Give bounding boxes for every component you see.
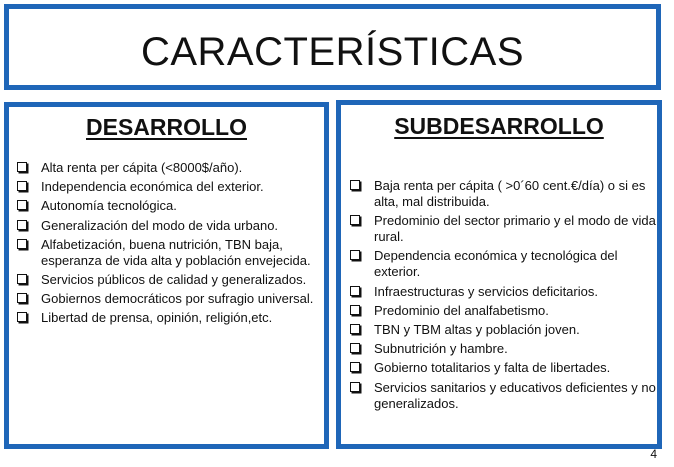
checkbox-bullet-icon [350,305,360,315]
desarrollo-list [13,160,323,330]
slide-title: CARACTERÍSTICAS [140,30,525,74]
checkbox-bullet-icon [17,239,27,249]
page-number: 4 [650,447,657,461]
checkbox-bullet-icon [350,382,360,392]
list-item: Subnutrición y hambre. [346,341,656,357]
list-item: Libertad de prensa, opinión, religión,etc. [13,310,323,326]
list-item: Servicios sanitarios y educativos deficientes y no generalizados. [346,380,656,412]
list-item: Dependencia económica y tecnológica del exterior. [346,248,656,280]
list-item: Generalización del modo de vida urbano. [13,218,323,234]
checkbox-bullet-icon [350,343,360,353]
checkbox-bullet-icon [350,180,360,190]
checkbox-bullet-icon [17,200,27,210]
list-item: Alta renta per cápita (<8000$/año). [13,160,323,176]
checkbox-bullet-icon [350,324,360,334]
title-box [4,4,661,90]
list-item: Autonomía tecnológica. [13,198,323,214]
subdesarrollo-panel [336,100,662,449]
list-item: Servicios públicos de calidad y generalizados. [13,272,323,288]
checkbox-bullet-icon [350,362,360,372]
list-item: Gobiernos democráticos por sufragio universal. [13,291,323,307]
subdesarrollo-list [346,178,656,415]
list-item: Gobierno totalitarios y falta de libertades. [346,360,656,376]
checkbox-bullet-icon [17,220,27,230]
subdesarrollo-heading: SUBDESARROLLO [394,113,604,139]
list-item: Alfabetización, buena nutrición, TBN baja, esperanza de vida alta y población envejecida. [13,237,323,269]
checkbox-bullet-icon [350,250,360,260]
list-item: TBN y TBM altas y población joven. [346,322,656,338]
checkbox-bullet-icon [17,312,27,322]
checkbox-bullet-icon [17,274,27,284]
checkbox-bullet-icon [17,162,27,172]
list-item: Independencia económica del exterior. [13,179,323,195]
list-item: Infraestructuras y servicios deficitarios. [346,284,656,300]
checkbox-bullet-icon [350,215,360,225]
checkbox-bullet-icon [17,293,27,303]
list-item: Predominio del sector primario y el modo de vida rural. [346,213,656,245]
checkbox-bullet-icon [350,286,360,296]
desarrollo-panel [4,102,329,449]
desarrollo-heading: DESARROLLO [86,114,247,140]
list-item: Baja renta per cápita ( >0´60 cent.€/día) o si es alta, mal distribuida. [346,178,656,210]
checkbox-bullet-icon [17,181,27,191]
list-item: Predominio del analfabetismo. [346,303,656,319]
